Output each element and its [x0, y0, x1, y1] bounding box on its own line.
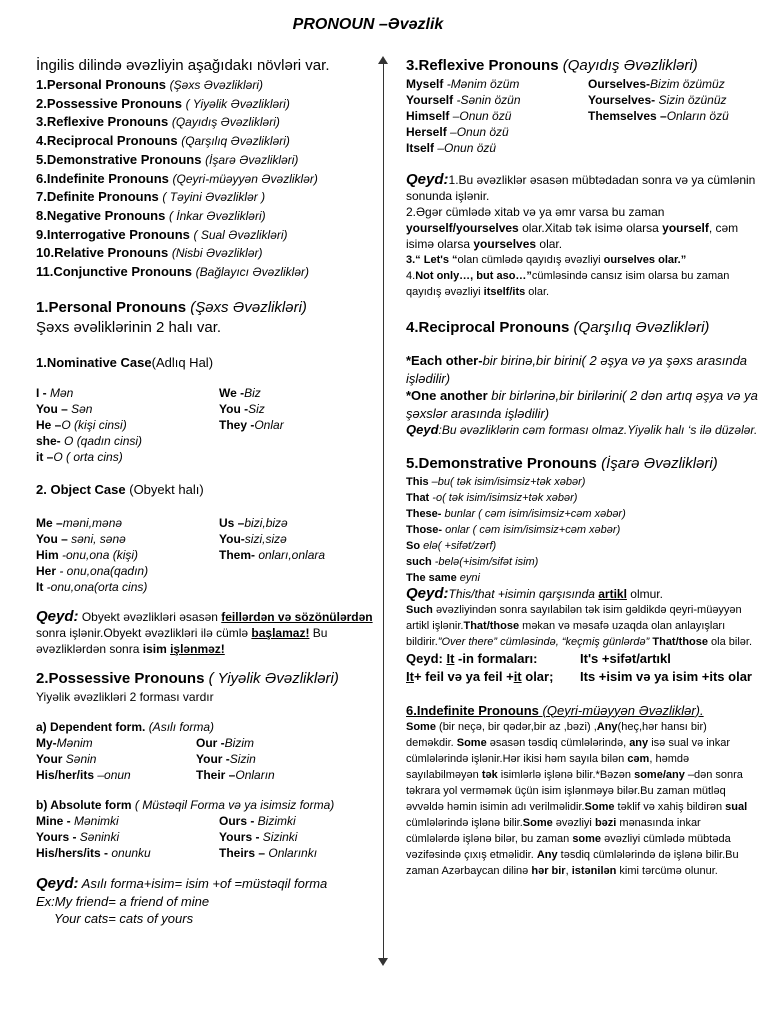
translation: -Mənim özüm [443, 77, 520, 91]
nominative-row-cell-a [36, 449, 219, 465]
object-row [36, 579, 376, 595]
term: It [36, 579, 44, 594]
it-forms-row-2: It+ feil və ya feil +it olar; Its +isim və ya isim +its olar [406, 668, 752, 684]
reflexive-row [406, 140, 758, 156]
indefinite-text: Some (bir neçə, bir qədər,bir az ,bəzi) ,Any(heç,hər hansı bir) deməkdir. Some əsasən təsdiq cümlələrində, any isə sual və inkar cümlələrində işlənir.Hər ikisi həm sayıla bilən cəm, həmdə sayılabilməyən tək isimlərlə işlənə bilir.*Bəzən some/any –dən sonra təkrara yol verməmək üçün isim işlənməyə bilər.Bu zaman mütləq əvvəldə həmin isimin adı verilməlidir.Some təklif və xahiş bildirən sual cümlələrində işlənə bilir.Some əvəzliyi bəzi mənasında inkar cümlələrdə işlənə bilər, bu zaman some əvəzliyi cümlədə mübtəda vəzifəsində çıxış etməlidir. Any təsdiq cümlələrində də işlənə bilir.Bu zaman Azərbaycan dilinə hər bir, istənilən kimi tərcümə olunur. [406, 721, 748, 878]
term: Myself [406, 77, 444, 91]
reflexive-row-cell-a [406, 124, 588, 140]
pronoun-type-az: ( İnkar Əvəzlikləri) [168, 208, 266, 223]
reflexive-row [406, 124, 758, 140]
term: His/her/its [36, 767, 95, 782]
term: You - [219, 402, 249, 417]
term: So [406, 540, 421, 553]
term: Your - [196, 751, 230, 766]
nominative-row [36, 417, 376, 433]
pronoun-type-en: 4.Reciprocal Pronouns [36, 133, 178, 149]
nominative-row-cell-b [219, 401, 265, 417]
translation: eyni [456, 572, 480, 585]
term: Them- [219, 547, 255, 562]
one-another-item: *One another bir birlərinə,bir birilərini( 2 dən artıq əşya və ya şəxslər arasında işlədilir) [406, 388, 758, 421]
absolute-table [36, 813, 376, 861]
translation: O (qadın cinsi) [60, 434, 143, 449]
reflexive-row-cell-b [588, 76, 725, 92]
pronoun-type-en: 11.Conjunctive Pronouns [36, 264, 193, 280]
term: Herself [406, 125, 447, 139]
term: Those- [406, 524, 443, 537]
pronoun-type-item [36, 76, 376, 95]
page-title: PRONOUN –Əvəzlik [292, 16, 444, 33]
reciprocal-heading-az: (Qarşılıq Əvəzlikləri) [573, 319, 710, 336]
intro-text: İngilis dilində əvəzliyin aşağıdakı növləri var. [36, 57, 330, 74]
term: Yours - [36, 829, 77, 844]
term: Him [36, 547, 59, 562]
pronoun-type-az: (Qarşılıq Əvəzlikləri) [181, 134, 290, 149]
pronoun-type-en: 1.Personal Pronouns [36, 77, 167, 92]
object-row-cell-b [219, 547, 325, 563]
term: Ours - [219, 813, 255, 828]
term: I - [36, 386, 47, 401]
translation: Mənim [56, 735, 93, 750]
translation: Onlarınkı [265, 845, 318, 860]
nominative-row [36, 401, 376, 417]
demonstrative-heading-az: (İşarə Əvəzlikləri) [601, 455, 718, 473]
translation: Bizimki [254, 813, 296, 828]
pronoun-type-az: (Qeyri-müəyyən Əvəzliklər) [172, 171, 318, 186]
such-note: Such əvəzliyindən sonra sayılabilən tək isim gəldikdə qeyri-müəyyən artikl işlənir.That/those məkan və məsafə uzaqda olan anlayışları bildirir.”Over there” cümləsində, “keçmiş günlərdə” That/those ola bilər. [406, 604, 753, 649]
nominative-row [36, 433, 376, 449]
each-other-item: *Each other-bir birinə,bir birini( 2 əşya və ya şəxs arasında işlədilir) [406, 353, 748, 386]
reflexive-row [406, 108, 758, 124]
term: That [406, 492, 430, 505]
translation: Sizin özünüz [655, 93, 727, 107]
dependent-row-cell-a [36, 767, 196, 783]
translation: Sən [67, 402, 93, 417]
translation: sizi,sizə [244, 531, 287, 546]
dependent-table [36, 735, 376, 783]
pronoun-type-item [36, 170, 376, 189]
translation: Bizim [224, 735, 255, 750]
term: Their – [196, 767, 236, 782]
absolute-row-cell-b [219, 829, 297, 845]
object-row-cell-a [36, 547, 219, 563]
term: Yours - [219, 829, 260, 844]
term: Themselves – [588, 109, 667, 123]
translation: Onlar [254, 418, 284, 433]
pronoun-type-item [36, 95, 376, 114]
translation: - onu,ona(qadın) [56, 563, 149, 578]
personal-heading-az: (Şəxs Əvəzlikləri) [190, 298, 307, 316]
translation: –Onun özü [434, 141, 497, 155]
pronoun-type-az: (Bağlayıcı Əvəzliklər) [195, 265, 310, 280]
possessive-note: Qeyd: Asılı forma+isim= isim +of =müstəqil forma [36, 874, 328, 892]
term: His/hers/its - [36, 845, 109, 860]
pronoun-type-item [36, 113, 376, 132]
object-row-cell-a [36, 531, 219, 547]
reflexive-row-cell-b [588, 108, 729, 124]
absolute-heading: b) Absolute form [36, 797, 132, 812]
object-note: Qeyd: Obyekt əvəzlikləri əsasən feillərdən və sözönülərdən sonra işlənir.Obyekt əvəzlikləri ilə cümlə başlamaz! Bu əvəzliklərdən sonra isim işlənməz! [36, 607, 373, 656]
absolute-row-cell-b [219, 813, 296, 829]
right-column [406, 56, 758, 879]
pronoun-type-en: 3.Reflexive Pronouns [36, 114, 169, 130]
translation: səni, sənə [67, 531, 126, 546]
it-forms-row-1: Qeyd: It -in formaları: It's +sifət/artıkl [406, 651, 671, 667]
pronoun-type-en: 8.Negative Pronouns [36, 207, 166, 223]
object-row-cell-b [219, 515, 288, 531]
translation: -onu,ona(orta cins) [43, 579, 148, 594]
translation: bunlar ( cəm isim/isimsiz+cəm xəbər) [441, 508, 626, 521]
pronoun-type-item [36, 151, 376, 170]
term: We - [219, 386, 245, 401]
translation: Sizinki [259, 829, 298, 844]
object-row-cell-a [36, 515, 219, 531]
term: They - [219, 418, 255, 433]
pronoun-type-az: ( Yiyəlik Əvəzlikləri) [185, 96, 290, 111]
translation: -Sənin özün [453, 93, 521, 107]
nominative-row-cell-a [36, 385, 219, 401]
pronoun-type-az: ( Təyini Əvəzliklər ) [162, 190, 266, 205]
pronoun-type-item [36, 188, 376, 207]
demonstrative-item [406, 506, 758, 522]
translation: -belə(+isim/sifət isim) [431, 556, 539, 569]
left-column [36, 56, 376, 928]
dependent-heading-az: (Asılı forma) [148, 719, 215, 734]
object-row [36, 515, 376, 531]
nominative-heading-az: (Adlıq Hal) [151, 354, 214, 370]
pronoun-type-en: 6.Indefinite Pronouns [36, 170, 169, 186]
translation: O (kişi cinsi) [61, 418, 127, 433]
term: Yourselves- [588, 93, 656, 107]
translation: onunku [108, 845, 151, 860]
translation: onlar ( cəm isim/isimsiz+cəm xəbər) [442, 524, 621, 537]
translation: Onların özü [666, 109, 729, 123]
term: You – [36, 402, 68, 417]
translation: elə( +sifət/zərf) [420, 540, 497, 553]
reflexive-note-2: 2.Əgər cümlədə xitab və ya əmr varsa bu zaman yourself/yourselves olar.Xitab tək isimə olarsa yourself, cəm isimə olarsa yourselves olar. [406, 205, 739, 251]
dependent-heading: a) Dependent form. [36, 719, 146, 734]
pronoun-type-en: 10.Relative Pronouns [36, 245, 169, 261]
absolute-row-cell-b [219, 845, 317, 861]
object-row-cell-a [36, 579, 219, 595]
term: This [406, 476, 429, 489]
nominative-row [36, 449, 376, 465]
term: You – [36, 531, 68, 546]
translation: məni,mənə [62, 515, 123, 530]
term: Her [36, 563, 57, 578]
pronoun-type-item [36, 207, 376, 226]
object-row-cell-a [36, 563, 219, 579]
demonstrative-heading: 5.Demonstrative Pronouns [406, 455, 597, 473]
dependent-row-cell-a [36, 751, 196, 767]
translation: Siz [248, 402, 265, 417]
pronoun-type-item [36, 226, 376, 245]
term: Me – [36, 515, 63, 530]
reflexive-row-cell-a [406, 140, 588, 156]
nominative-row-cell-b [219, 417, 284, 433]
translation: Bizim özümüz [650, 77, 725, 91]
translation: –Onun özü [449, 109, 512, 123]
pronoun-types-list [36, 76, 376, 282]
demonstrative-item [406, 538, 758, 554]
reflexive-row-cell-b [588, 92, 727, 108]
demonstrative-item [406, 570, 758, 586]
object-row-cell-b [219, 531, 287, 547]
translation: -onu,ona (kişi) [58, 547, 139, 562]
translation: -o( tək isim/isimsiz+tək xəbər) [429, 492, 578, 505]
translation: –Onun özü [446, 125, 509, 139]
dependent-row [36, 735, 376, 751]
term: These- [406, 508, 442, 521]
object-heading-az: (Obyekt halı) [129, 482, 204, 498]
term: The same [406, 572, 457, 585]
pronoun-type-en: 5.Demonstrative Pronouns [36, 151, 202, 167]
nominative-table [36, 385, 376, 465]
translation: Biz [244, 386, 261, 401]
dependent-row [36, 751, 376, 767]
arrow-up-icon [378, 56, 388, 64]
term: she- [36, 434, 61, 449]
reflexive-note-1: Qeyd:1.Bu əvəzliklər əsasən mübtədadan sonra və ya cümlənin sonunda işlənir. [406, 171, 756, 203]
term: Mine - [36, 813, 71, 828]
demonstrative-item [406, 490, 758, 506]
object-heading: 2. Object Case [36, 482, 126, 498]
translation: –bu( tək isim/isimsiz+tək xəbər) [428, 476, 586, 489]
object-row [36, 531, 376, 547]
absolute-row [36, 829, 376, 845]
nominative-row-cell-a [36, 417, 219, 433]
dependent-row-cell-b [196, 751, 256, 767]
pronoun-type-item [36, 263, 376, 282]
term: such [406, 556, 432, 569]
nominative-row-cell-a [36, 401, 219, 417]
translation: Onların [235, 767, 275, 782]
term: it – [36, 450, 54, 465]
reflexive-note-3: 3.“ Let's “olan cümlədə qayıdış əvəzliyi ourselves olar.” [406, 254, 687, 266]
reflexive-note-4: 4.Not only…, but aso…”cümləsində cansız isim olarsa bu zaman qayıdış əvəzliyi itself/its olar. [406, 270, 730, 298]
pronoun-type-en: 7.Definite Pronouns [36, 189, 159, 205]
absolute-heading-az: ( Müstəqil Forma və ya isimsiz forma) [134, 797, 335, 812]
term: Ourselves- [588, 77, 651, 91]
translation: Sizin [229, 751, 256, 766]
arrow-down-icon [378, 958, 388, 966]
object-row [36, 547, 376, 563]
absolute-row [36, 845, 376, 861]
term: Yourself [406, 93, 454, 107]
demonstrative-item [406, 522, 758, 538]
object-table [36, 515, 376, 595]
reflexive-row-cell-a [406, 92, 588, 108]
term: He – [36, 418, 62, 433]
absolute-row-cell-a [36, 845, 219, 861]
reflexive-table [406, 76, 758, 156]
demonstrative-note: Qeyd:This/that +isimin qarşısında artikl olmur. [406, 585, 663, 603]
translation: Mənimki [70, 813, 119, 828]
column-divider [383, 62, 384, 960]
absolute-row-cell-a [36, 813, 219, 829]
possessive-subtitle: Yiyəlik əvəzlikləri 2 forması vardır [36, 689, 214, 704]
term: Your [36, 751, 63, 766]
pronoun-type-az: (Qayıdış Əvəzlikləri) [171, 115, 280, 130]
dependent-row-cell-b [196, 767, 275, 783]
nominative-row-cell-a [36, 433, 219, 449]
reciprocal-heading: 4.Reciprocal Pronouns [406, 319, 570, 336]
possessive-example-2: Your cats= cats of yours [54, 911, 194, 927]
reciprocal-note: Qeyd:Bu əvəzliklərin cəm forması olmaz.Yiyəlik halı ‘s ilə düzələr. [406, 422, 758, 438]
pronoun-type-az: ( Sual Əvəzlikləri) [193, 227, 288, 242]
pronoun-type-en: 2.Possessive Pronouns [36, 95, 182, 111]
translation: Səninki [76, 829, 120, 844]
dependent-row-cell-a [36, 735, 196, 751]
pronoun-type-az: (İşarə Əvəzlikləri) [205, 152, 299, 167]
nominative-heading: 1.Nominative Case [36, 354, 152, 370]
reflexive-heading-az: (Qayıdış Əvəzlikləri) [562, 57, 698, 74]
term: Our - [196, 735, 225, 750]
personal-heading: 1.Personal Pronouns [36, 298, 187, 316]
possessive-heading: 2.Possessive Pronouns [36, 669, 205, 687]
demonstrative-item [406, 554, 758, 570]
term: Himself [406, 109, 450, 123]
translation: Mən [46, 386, 74, 401]
translation: –onun [94, 767, 131, 782]
dependent-row-cell-b [196, 735, 254, 751]
absolute-row [36, 813, 376, 829]
pronoun-type-en: 9.Interrogative Pronouns [36, 226, 190, 242]
reflexive-row-cell-a [406, 108, 588, 124]
demonstrative-list [406, 474, 758, 586]
personal-subtitle: Şəxs əvəliklərinin 2 halı var. [36, 318, 222, 336]
term: You- [219, 531, 245, 546]
nominative-row-cell-b [219, 385, 261, 401]
pronoun-type-az: (Nisbi Əvəzliklər) [171, 246, 263, 261]
possessive-example-1: Ex:My friend= a friend of mine [36, 893, 210, 909]
term: Theirs – [219, 845, 266, 860]
term: Itself [406, 141, 435, 155]
pronoun-type-az: (Şəxs Əvəzlikləri) [169, 78, 264, 92]
indefinite-heading: 6.Indefinite Pronouns (Qeyri-müəyyən Əvəzliklər). [406, 702, 704, 718]
term: Us – [219, 515, 245, 530]
term: My- [36, 735, 57, 750]
demonstrative-item [406, 474, 758, 490]
possessive-heading-az: ( Yiyəlik Əvəzlikləri) [208, 669, 339, 687]
reflexive-row [406, 76, 758, 92]
absolute-row-cell-a [36, 829, 219, 845]
pronoun-type-item [36, 244, 376, 263]
dependent-row [36, 767, 376, 783]
translation: onları,onlara [255, 547, 326, 562]
pronoun-type-item [36, 132, 376, 151]
reflexive-heading: 3.Reflexive Pronouns [406, 57, 559, 74]
nominative-row [36, 385, 376, 401]
object-row [36, 563, 376, 579]
translation: O ( orta cins) [53, 450, 123, 465]
reflexive-row-cell-a [406, 76, 588, 92]
translation: Sənin [62, 751, 97, 766]
translation: bizi,bizə [244, 515, 288, 530]
reflexive-row [406, 92, 758, 108]
